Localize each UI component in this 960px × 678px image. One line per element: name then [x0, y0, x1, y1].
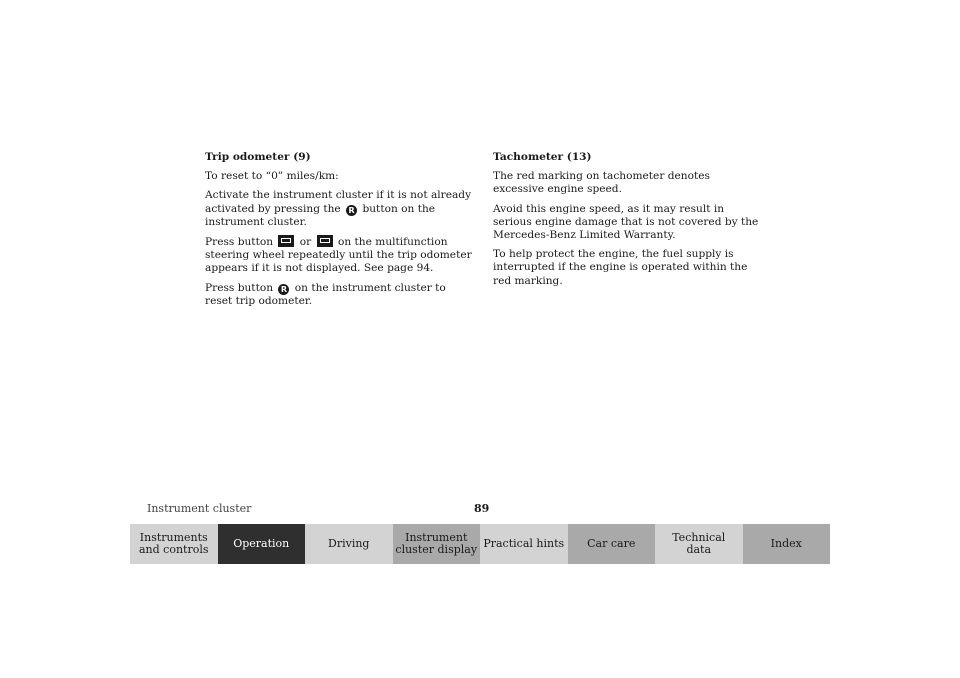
- tab-operation[interactable]: Operation: [218, 524, 306, 564]
- section-title: Instrument cluster: [147, 502, 252, 515]
- reset-text-b: on the instrument cluster to reset trip odometer.: [205, 281, 446, 307]
- chapter-tab-bar: [130, 524, 830, 564]
- reset-button-icon: R: [346, 205, 357, 216]
- activate-text-b: button on the instrument cluster.: [205, 202, 436, 228]
- page-number: 89: [474, 502, 490, 515]
- display-down-button-icon: [317, 235, 333, 247]
- tachometer-section: [493, 151, 761, 294]
- tab-instruments-and-controls[interactable]: Instruments and controls: [130, 524, 218, 564]
- select-text-a: Press button: [205, 236, 274, 249]
- select-text-or: or: [299, 236, 312, 249]
- reset-intro: To reset to “0” miles/km:: [205, 170, 339, 183]
- trip-odometer-heading: Trip odometer (9): [205, 151, 311, 163]
- reset-instruction: [205, 282, 473, 308]
- reset-button-icon-2: R: [278, 284, 289, 295]
- select-text-b: on the multifunction steering wheel repeatedly until the trip odometer appears if it is not displayed. See page 94.: [205, 236, 472, 275]
- trip-odometer-section: [205, 151, 473, 314]
- tab-instrument-cluster-display[interactable]: Instrument cluster display: [393, 524, 481, 564]
- tachometer-p2: Avoid this engine speed, as it may result in serious engine damage that is not covered by the Mercedes-Benz Limited Warranty.: [493, 202, 759, 242]
- tab-driving[interactable]: Driving: [305, 524, 393, 564]
- select-instruction: [205, 235, 473, 276]
- tab-index[interactable]: Index: [743, 524, 831, 564]
- activate-text-a: Activate the instrument cluster if it is not already activated by pressing the: [205, 189, 472, 215]
- activate-instruction: [205, 189, 473, 229]
- display-up-button-icon: [278, 235, 294, 247]
- tachometer-heading: Tachometer (13): [493, 151, 592, 163]
- tab-car-care[interactable]: Car care: [568, 524, 656, 564]
- tachometer-p3: To help protect the engine, the fuel supply is interrupted if the engine is operated within the red marking.: [493, 248, 748, 287]
- tachometer-p1: The red marking on tachometer denotes excessive engine speed.: [493, 170, 710, 196]
- reset-text-a: Press button: [205, 281, 274, 294]
- tab-technical-data[interactable]: Technical data: [655, 524, 743, 564]
- tab-practical-hints[interactable]: Practical hints: [480, 524, 568, 564]
